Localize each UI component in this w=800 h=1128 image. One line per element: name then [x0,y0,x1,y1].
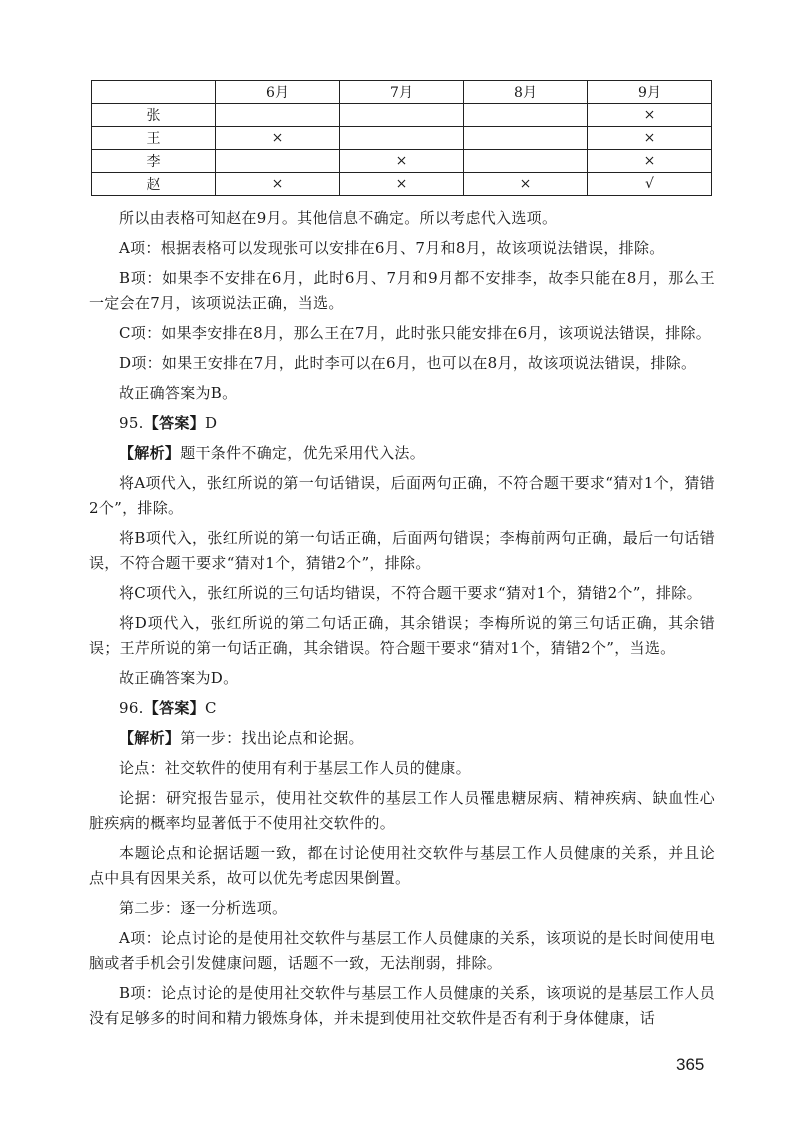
paragraph [89,756,715,781]
paragraph-text: 故正确答案为D。 [119,669,239,687]
table-cell [216,150,340,173]
table-header-cell [92,81,216,104]
paragraph [89,786,715,836]
table-cell [340,104,464,127]
paragraph-text: A项：论点讨论的是使用社交软件与基层工作人员健康的关系，该项说的是长时间使用电脑或者手机会引发健康问题，话题不一致，无法削弱，排除。 [89,929,715,972]
paragraph [89,321,715,346]
table-cell: × [216,127,340,150]
table-cell [216,104,340,127]
paragraph-text: 题干条件不确定，优先采用代入法。 [180,444,426,462]
paragraph-text: 将B项代入，张红所说的第一句话正确，后面两句错误；李梅前两句正确，最后一句话错误，不符合题干要求“猜对1个，猜错2个”，排除。 [89,529,715,572]
paragraph-text: 第一步：找出论点和论据。 [180,729,364,747]
paragraph-text: 第二步：逐一分析选项。 [119,899,288,917]
page-number: 365 [676,1055,705,1074]
table-cell: 王 [92,127,216,150]
paragraph-text: C项：如果李安排在8月，那么王在7月，此时张只能安排在6月，该项说法错误，排除。 [119,324,712,342]
table-header-cell: 6月 [216,81,340,104]
table-header-cell: 9月 [588,81,712,104]
paragraph [89,471,715,521]
paragraph [89,236,715,261]
paragraph [89,351,715,376]
table-header-cell: 7月 [340,81,464,104]
table-cell: × [216,173,340,196]
table-row [92,150,712,173]
paragraph [89,981,715,1031]
paragraph [89,266,715,316]
paragraph-text: 故正确答案为B。 [119,384,238,402]
answer-label: 【答案】 [143,414,205,432]
explanation-text [89,206,715,1036]
paragraph [89,841,715,891]
table-cell: × [588,104,712,127]
table-header-row [92,81,712,104]
answer-heading [89,411,715,436]
paragraph-text: B项：论点讨论的是使用社交软件与基层工作人员健康的关系，该项说的是基层工作人员没有足够多的时间和精力锻炼身体，并未提到使用社交软件是否有利于身体健康，话 [89,984,715,1027]
table-cell [464,104,588,127]
paragraph-text: D项：如果王安排在7月，此时李可以在6月，也可以在8月，故该项说法错误，排除。 [119,354,697,372]
table-cell [464,127,588,150]
table-cell [464,150,588,173]
table-cell: × [340,150,464,173]
paragraph-text: 将C项代入，张红所说的三句话均错误，不符合题干要求“猜对1个，猜错2个”，排除。 [119,584,702,602]
table-cell: × [588,150,712,173]
table-row [92,173,712,196]
question-number: 95. [119,414,144,432]
paragraph-text: 将A项代入，张红所说的第一句话错误，后面两句正确，不符合题干要求“猜对1个，猜错2个”，排除。 [89,474,715,517]
analysis-label: 【解析】 [119,444,181,462]
table-cell: × [340,173,464,196]
table-header-cell: 8月 [464,81,588,104]
paragraph-text: 本题论点和论据话题一致，都在讨论使用社交软件与基层工作人员健康的关系，并且论点中具有因果关系，故可以优先考虑因果倒置。 [89,844,715,887]
paragraph [89,896,715,921]
paragraph [89,581,715,606]
paragraph-text: 论点：社交软件的使用有利于基层工作人员的健康。 [119,759,471,777]
schedule-table [91,80,712,196]
paragraph [89,526,715,576]
paragraph [89,381,715,406]
table-cell: 李 [92,150,216,173]
answer-value: D [204,414,218,432]
table-row [92,127,712,150]
answer-heading [89,696,715,721]
answer-value: C [204,699,217,717]
table-cell: × [464,173,588,196]
table-cell [340,127,464,150]
question-number: 96. [119,699,144,717]
paragraph-text: 将D项代入，张红所说的第二句话正确，其余错误；李梅所说的第三句话正确，其余错误；王芹所说的第一句话正确，其余错误。符合题干要求“猜对1个，猜错2个”，当选。 [89,614,715,657]
paragraph-text: B项：如果李不安排在6月，此时6月、7月和9月都不安排李，故李只能在8月，那么王一定会在7月，该项说法正确，当选。 [89,269,715,312]
analysis-heading [89,726,715,751]
table-row [92,104,712,127]
paragraph [89,611,715,661]
table-cell: 赵 [92,173,216,196]
paragraph-text: A项：根据表格可以发现张可以安排在6月、7月和8月，故该项说法错误，排除。 [119,239,665,257]
paragraph-text: 论据：研究报告显示，使用社交软件的基层工作人员罹患糖尿病、精神疾病、缺血性心脏疾病的概率均显著低于不使用社交软件的。 [89,789,715,832]
paragraph [89,666,715,691]
table-cell: × [588,127,712,150]
table-cell: √ [588,173,712,196]
paragraph-text: 所以由表格可知赵在9月。其他信息不确定。所以考虑代入选项。 [119,209,558,227]
paragraph [89,206,715,231]
answer-label: 【答案】 [143,699,205,717]
analysis-heading [89,441,715,466]
paragraph [89,926,715,976]
analysis-label: 【解析】 [119,729,181,747]
table-cell: 张 [92,104,216,127]
